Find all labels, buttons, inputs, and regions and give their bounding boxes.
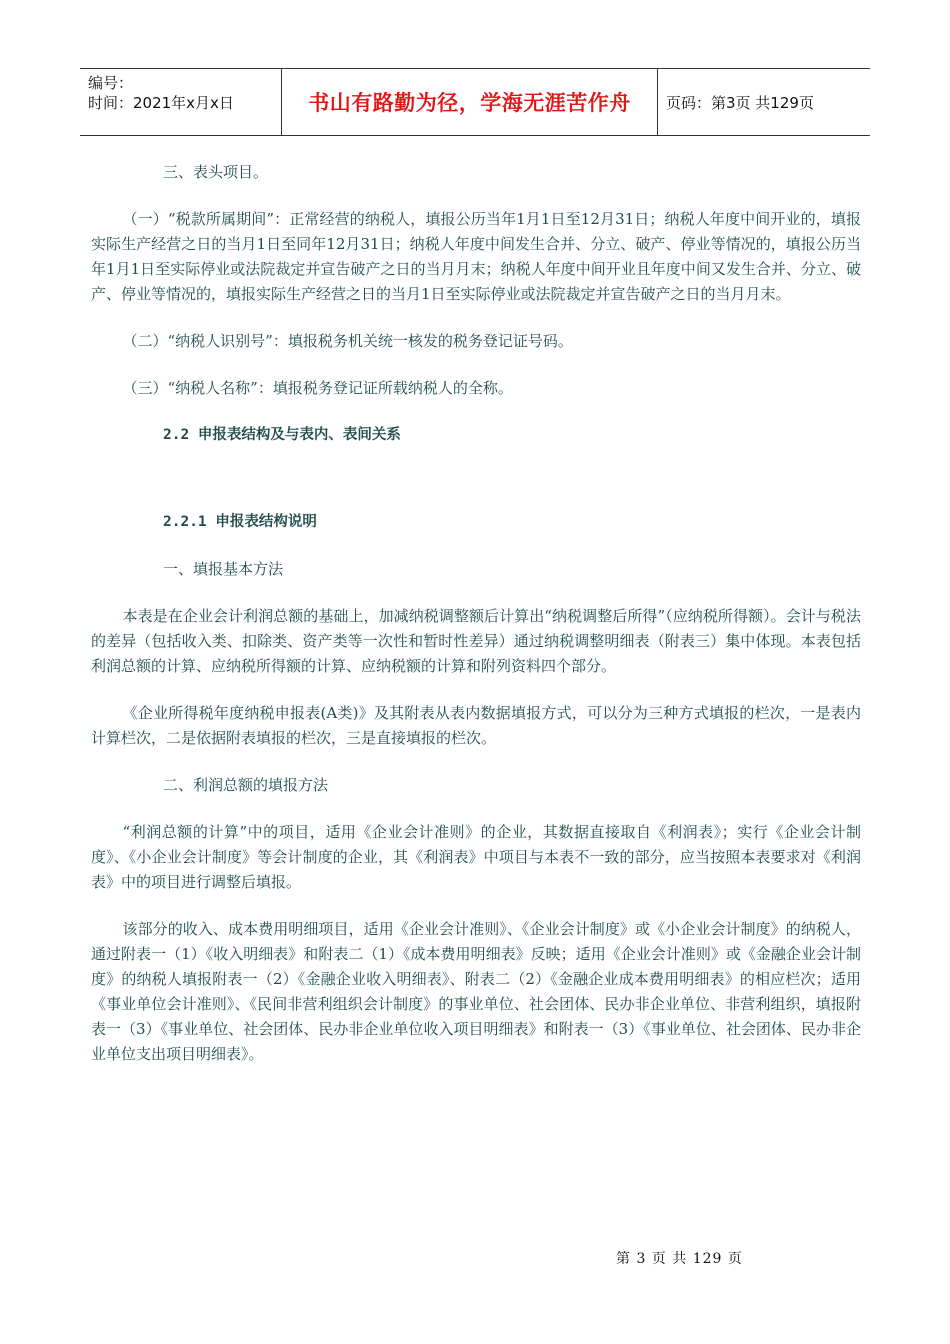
section-table-header-items: 三、表头项目。: [163, 163, 269, 181]
document-body: [91, 160, 861, 1067]
paragraph-profit-calculation: “利润总额的计算”中的项目，适用《企业会计准则》的企业，其数据直接取自《利润表》；实行《企业会计制度》、《小企业会计制度》等会计制度的企业，其《利润表》中项目与本表不一致的部分，应当按照本表要求对《利润表》中的项目进行调整后填报。: [91, 823, 861, 891]
section-profit-total: 二、利润总额的填报方法: [163, 776, 329, 794]
section-basic-method: 一、填报基本方法: [163, 560, 284, 578]
header-motto: 书山有路勤为径，学海无涯苦作舟: [282, 69, 658, 135]
document-date: 时间：2021年x月x日: [88, 94, 234, 112]
paragraph-fill-methods: 《企业所得税年度纳税申报表(A类)》及其附表从表内数据填报方式，可以分为三种方式填报的栏次，一是表内计算栏次，二是依据附表填报的栏次，三是直接填报的栏次。: [91, 704, 861, 747]
paragraph-taxpayer-name: （三）“纳税人名称”：填报税务登记证所载纳税人的全称。: [122, 379, 513, 397]
heading-2-2: 2.2 申报表结构及与表内、表间关系: [163, 427, 401, 443]
page-footer: 第 3 页 共 129 页: [616, 1251, 743, 1267]
document-number-label: 编号：: [88, 74, 134, 92]
paragraph-taxpayer-id: （二）“纳税人识别号”：填报税务机关统一核发的税务登记证号码。: [122, 332, 573, 350]
header-page-info: 页码：第3页 共129页: [666, 93, 814, 112]
paragraph-income-cost-details: 该部分的收入、成本费用明细项目，适用《企业会计准则》、《企业会计制度》或《小企业会计制度》的纳税人，通过附表一（1）《收入明细表》和附表二（1）《成本费用明细表》反映；适用《企业会计准则》或《金融企业会计制度》的纳税人填报附表一（2）《金融企业收入明细表》、附表二（2）《金融企业成本费用明细表》的相应栏次；适用《事业单位会计准则》、《民间非营利组织会计制度》的事业单位、社会团体、民办非企业单位、非营利组织，填报附表一（3）《事业单位、社会团体、民办非企业单位收入项目明细表》和附表一（3）《事业单位、社会团体、民办非企业单位支出项目明细表》。: [91, 920, 861, 1063]
page-header: [80, 68, 870, 136]
paragraph-tax-period: （一）“税款所属期间”：正常经营的纳税人，填报公历当年1月1日至12月31日；纳税人年度中间开业的，填报实际生产经营之日的当月1日至同年12月31日；纳税人年度中间发生合并、分立、破产、停业等情况的，填报公历当年1月1日至实际停业或法院裁定并宣告破产之日的当月月末；纳税人年度中间开业且年度中间又发生合并、分立、破产、停业等情况的，填报实际生产经营之日的当月1日至实际停业或法院裁定并宣告破产之日的当月月末。: [91, 210, 861, 303]
paragraph-table-overview: 本表是在企业会计利润总额的基础上，加减纳税调整额后计算出“纳税调整后所得”（应纳税所得额）。会计与税法的差异（包括收入类、扣除类、资产类等一次性和暂时性差异）通过纳税调整明细表（附表三）集中体现。本表包括利润总额的计算、应纳税所得额的计算、应纳税额的计算和附列资料四个部分。: [91, 607, 861, 675]
header-meta: [80, 69, 282, 135]
heading-2-2-1: 2.2.1 申报表结构说明: [163, 514, 317, 530]
